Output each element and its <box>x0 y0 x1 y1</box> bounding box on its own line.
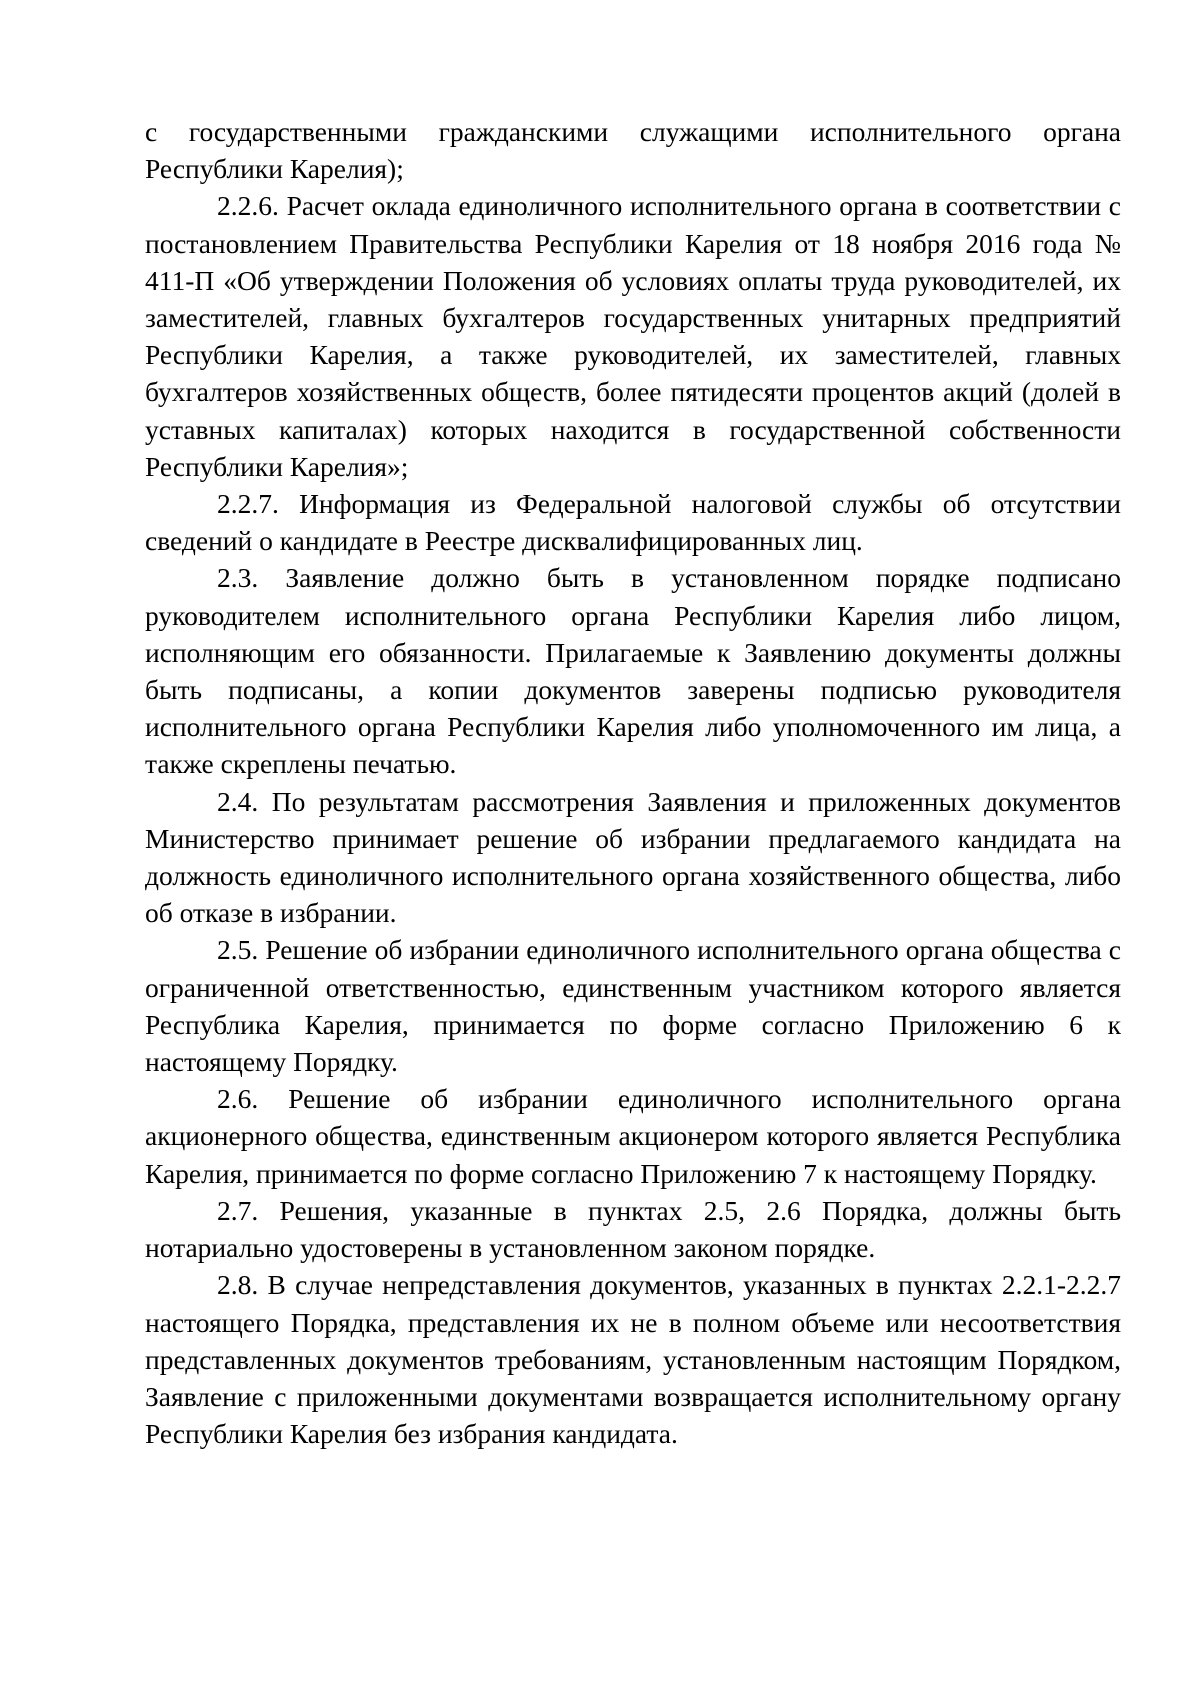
document-body <box>145 113 1121 1452</box>
paragraph-2-6: 2.6. Решение об избрании единоличного исполнительного органа акционерного общества, единственным акционером которого является Республика Карелия, принимается по форме согласно Приложению 7 к настоящему Порядку. <box>145 1083 1121 1189</box>
paragraph-continuation: с государственными гражданскими служащими исполнительного органа Республики Карелия); <box>145 116 1121 185</box>
paragraph-2-4: 2.4. По результатам рассмотрения Заявления и приложенных документов Министерство принимает решение об избрании предлагаемого кандидата на должность единоличного исполнительного органа хозяйственного общества, либо об отказе в избрании. <box>145 785 1121 929</box>
paragraph-2-8: 2.8. В случае непредставления документов, указанных в пунктах 2.2.1-2.2.7 настоящего Порядка, представления их не в полном объеме или несоответствия представленных документов требованиям, установленным настоящим Порядком, Заявление с приложенными документами возвращается исполнительному органу Республики Карелия без избрания кандидата. <box>145 1269 1121 1450</box>
paragraph-2-3: 2.3. Заявление должно быть в установленном порядке подписано руководителем исполнительного органа Республики Карелия либо лицом, исполняющим его обязанности. Прилагаемые к Заявлению документы должны быть подписаны, а копии документов заверены подписью руководителя исполнительного органа Республики Карелия либо уполномоченного им лица, а также скреплены печатью. <box>145 562 1121 780</box>
paragraph-2-5: 2.5. Решение об избрании единоличного исполнительного органа общества с ограниченной ответственностью, единственным участником которого является Республика Карелия, принимается по форме согласно Приложению 6 к настоящему Порядку. <box>145 934 1121 1078</box>
paragraph-2-7: 2.7. Решения, указанные в пунктах 2.5, 2.6 Порядка, должны быть нотариально удостоверены в установленном законом порядке. <box>145 1194 1121 1264</box>
paragraph-2-2-6: 2.2.6. Расчет оклада единоличного исполнительного органа в соответствии с постановлением Правительства Республики Карелия от 18 ноября 2016 года № 411-П «Об утверждении Положения об условиях оплаты труда руководителей, их заместителей, главных бухгалтеров государственных унитарных предприятий Республики Карелия, а также руководителей, их заместителей, главных бухгалтеров хозяйственных обществ, более пятидесяти процентов акций (долей в уставных капиталах) которых находится в государственной собственности Республики Карелия»; <box>145 190 1121 482</box>
paragraph-2-2-7: 2.2.7. Информация из Федеральной налоговой службы об отсутствии сведений о кандидате в Реестре дисквалифицированных лиц. <box>145 488 1121 557</box>
